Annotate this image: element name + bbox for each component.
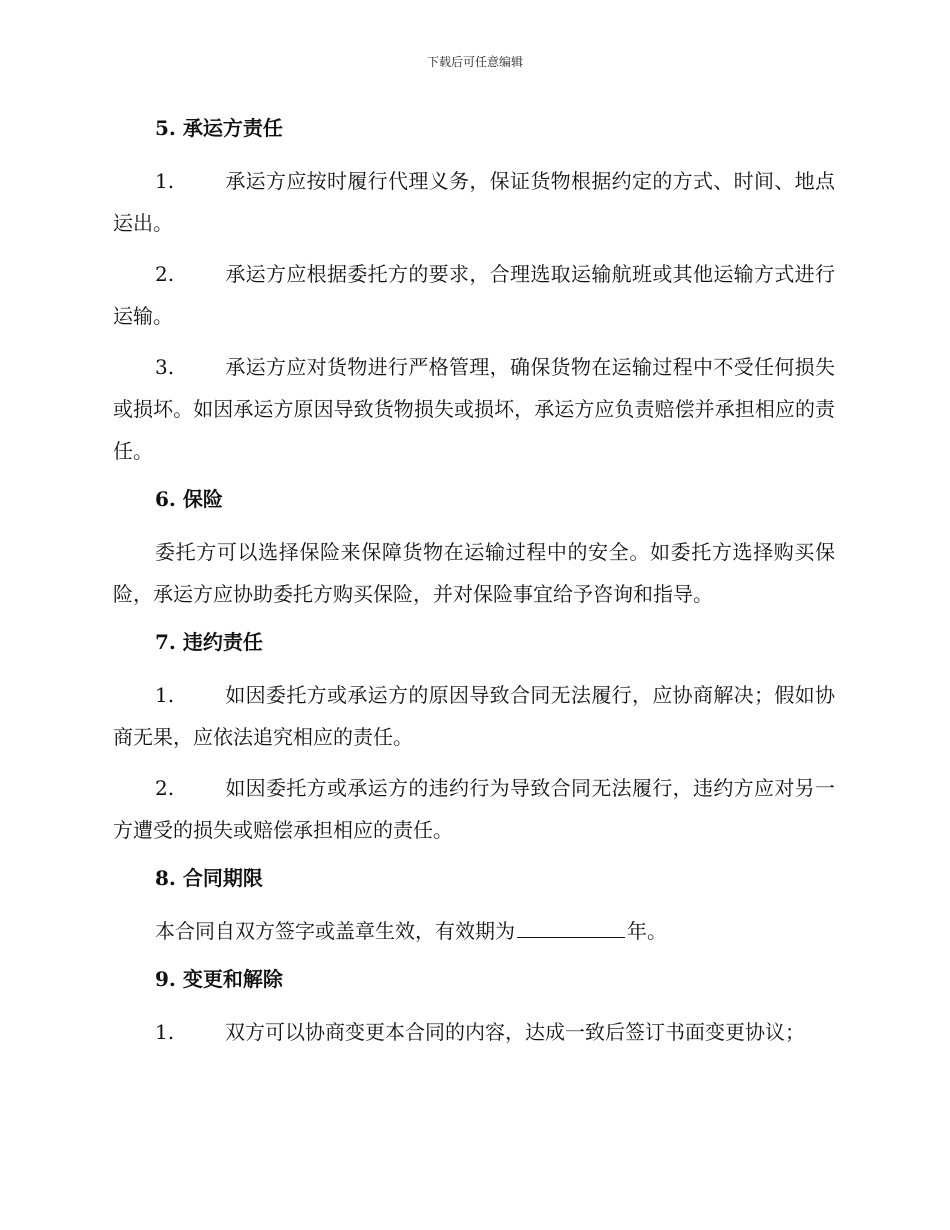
section-7-item-1 xyxy=(113,674,835,758)
item-text: 承运方应按时履行代理义务，保证货物根据约定的方式、时间、地点运出。 xyxy=(113,169,835,235)
item-number: 2. xyxy=(155,776,175,800)
section-5-item-1 xyxy=(113,160,835,244)
term-text-before: 本合同自双方签字或盖章生效，有效期为 xyxy=(155,919,515,943)
section-6-paragraph: 委托方可以选择保险来保障货物在运输过程中的安全。如委托方选择购买保险，承运方应协助委托方购买保险，并对保险事宜给予咨询和指导。 xyxy=(113,540,835,606)
term-text-after: 年。 xyxy=(627,919,667,943)
document-body xyxy=(113,110,835,1062)
item-text: 承运方应根据委托方的要求，合理选取运输航班或其他运输方式进行运输。 xyxy=(113,262,835,328)
term-years-blank[interactable] xyxy=(517,915,625,938)
section-5-item-3 xyxy=(113,346,835,472)
item-text: 如因委托方或承运方的原因导致合同无法履行，应协商解决；假如协商无果，应依法追究相应的责任。 xyxy=(113,683,835,749)
section-8-heading: 8. 合同期限 xyxy=(155,866,263,890)
item-text: 承运方应对货物进行严格管理，确保货物在运输过程中不受任何损失或损坏。如因承运方原因导致货物损失或损坏，承运方应负责赔偿并承担相应的责任。 xyxy=(113,355,835,463)
section-5-item-2 xyxy=(113,253,835,337)
section-9-item-1 xyxy=(113,1011,835,1053)
section-5-heading: 5. 承运方责任 xyxy=(155,116,283,140)
section-7-heading: 7. 违约责任 xyxy=(155,630,263,654)
item-number: 3. xyxy=(155,355,175,379)
section-6-heading: 6. 保险 xyxy=(155,487,223,511)
item-text: 双方可以协商变更本合同的内容，达成一致后签订书面变更协议； xyxy=(225,1020,805,1044)
item-number: 1. xyxy=(155,683,175,707)
section-9-heading: 9. 变更和解除 xyxy=(155,967,283,991)
item-number: 2. xyxy=(155,262,175,286)
section-7-item-2 xyxy=(113,767,835,851)
section-8-paragraph xyxy=(113,910,835,952)
page-header: 下载后可任意编辑 xyxy=(426,55,523,69)
item-text: 如因委托方或承运方的违约行为导致合同无法履行，违约方应对另一方遭受的损失或赔偿承担相应的责任。 xyxy=(113,776,835,842)
item-number: 1. xyxy=(155,1020,175,1044)
item-number: 1. xyxy=(155,169,175,193)
